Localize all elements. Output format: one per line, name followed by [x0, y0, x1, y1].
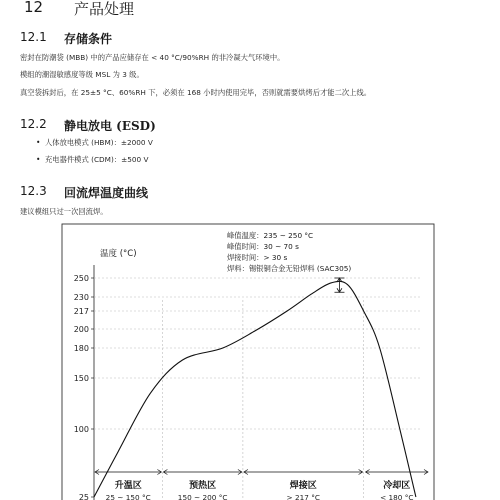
- y-tick-label: 200: [73, 325, 89, 334]
- y-tick-label: 180: [73, 344, 89, 353]
- storage-paragraph-1: 密封在防潮袋 (MBB) 中的产品应储存在 < 40 °C/90%RH 的非冷凝大气环境中。: [20, 53, 285, 62]
- annotation-soldering-time: 焊接时间：> 30 s: [227, 253, 288, 262]
- y-tick-label: 100: [73, 425, 89, 434]
- peak-annotation: [227, 231, 351, 273]
- storage-paragraph-3: 真空袋拆封后，在 25±5 °C、60%RH 下，必须在 168 小时内使用完毕，否则就需要烘烤后才能二次上线。: [20, 88, 372, 97]
- zone-name: 升温区: [114, 481, 142, 491]
- esd-bullet-2: •: [36, 155, 41, 164]
- zone-range: 25 ~ 150 °C: [105, 493, 151, 500]
- y-tick-label: 230: [73, 293, 89, 302]
- esd-item-cdm: 充电器件模式 (CDM)：±500 V: [45, 155, 149, 164]
- esd-title: 静电放电 (ESD): [64, 119, 156, 133]
- storage-paragraph-2: 模组的潮湿敏感度等级 MSL 为 3 级。: [20, 70, 144, 79]
- y-axis-label: 温度 (°C): [100, 249, 137, 259]
- esd-item-hbm: 人体放电模式 (HBM)：±2000 V: [45, 138, 153, 147]
- temperature-curve: [94, 281, 416, 497]
- section-number: 12: [24, 0, 44, 16]
- annotation-peak-time: 峰值时间：30 ~ 70 s: [227, 242, 299, 251]
- zone-name: 预热区: [189, 481, 217, 491]
- y-tick-label: 217: [73, 307, 89, 316]
- y-tick-label: 250: [73, 274, 89, 283]
- zone-name: 冷却区: [383, 481, 411, 491]
- reflow-paragraph: 建议模组只过一次回流焊。: [20, 207, 108, 216]
- reflow-title: 回流焊温度曲线: [64, 186, 149, 200]
- zone-range: 150 ~ 200 °C: [177, 493, 228, 500]
- annotation-peak-temp: 峰值温度：235 ~ 250 °C: [227, 231, 314, 240]
- zone-name: 焊接区: [289, 481, 317, 491]
- storage-title: 存储条件: [64, 32, 113, 46]
- storage-number: 12.1: [20, 30, 47, 44]
- esd-number: 12.2: [20, 117, 47, 131]
- y-tick-label: 25: [78, 493, 89, 500]
- section-title: 产品处理: [74, 0, 135, 18]
- zone-range: > 217 °C: [286, 493, 320, 500]
- zone-range: < 180 °C: [380, 493, 414, 500]
- esd-bullet-1: •: [36, 138, 41, 147]
- y-tick-label: 150: [73, 374, 89, 383]
- annotation-solder: 焊料：锡银铜合金无铅焊料 (SAC305): [227, 264, 352, 273]
- reflow-number: 12.3: [20, 184, 47, 198]
